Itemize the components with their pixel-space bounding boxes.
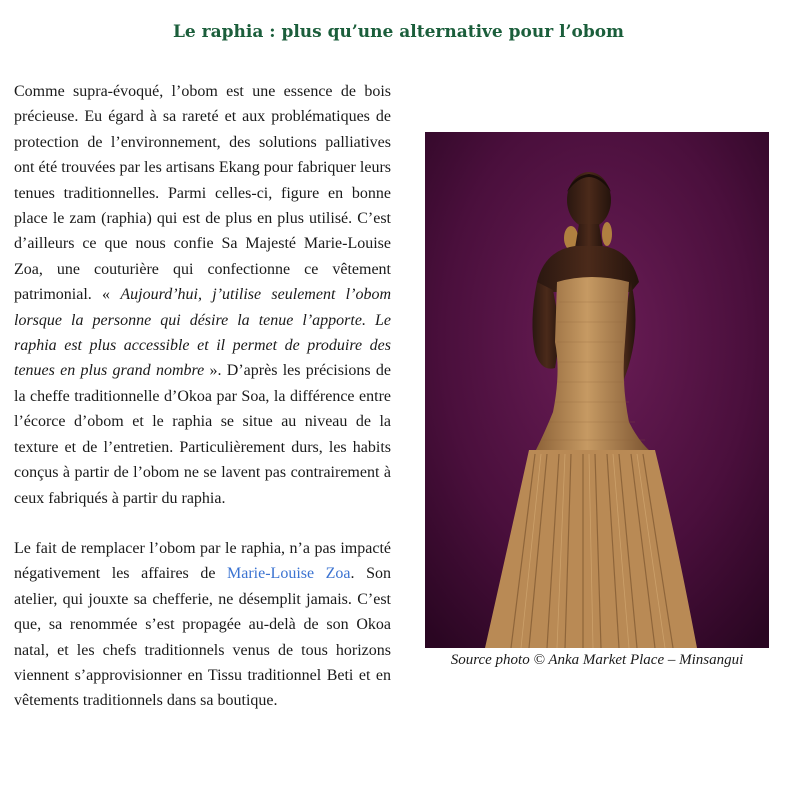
photo-caption: Source photo © Anka Market Place – Minsangui xyxy=(450,652,744,668)
paragraph-1 xyxy=(14,79,391,511)
quote-open: « xyxy=(102,286,121,304)
article-heading: Le raphia : plus qu’une alternative pour l’obom xyxy=(172,22,625,42)
article-body xyxy=(14,79,391,714)
paragraph-2-after-link: . Son atelier, qui jouxte sa chefferie, ne désemplit jamais. C’est que, sa renommée s’est propagée au-delà de son Okoa natal, et les chefs traditionnels venus de tous horizons viennent s’approvisionner en Tissu traditionnel Beti et en vêtements traditionnels dans sa boutique. xyxy=(14,565,392,710)
right-earring xyxy=(602,222,612,246)
head-shape xyxy=(567,172,611,228)
paragraph-1-intro: Comme supra-évoqué, l’obom est une essence de bois précieuse. Eu égard à sa rareté et aux problématiques de protection de l’environnement, des solutions palliatives ont été trouvées par les artisans Ekang pour fabriquer leurs tenues traditionnelles. Parmi celles-ci, figure en bonne place le zam (raphia) qui est de plus en plus utilisé. C’est d’ailleurs ce que nous confie Sa Majesté Marie-Louise Zoa, une couturière qui confectionne ce vêtement patrimonial. xyxy=(14,83,391,304)
marie-louise-zoa-link[interactable]: Marie-Louise Zoa xyxy=(227,565,351,583)
raphia-dress-photo-illustration xyxy=(425,132,769,648)
quote-close: ». xyxy=(204,362,227,380)
paragraph-1-rest: D’après les précisions de la cheffe traditionnelle d’Okoa par Soa, la différence entre l’écorce d’obom et le raphia se situe au niveau de la texture et de l’entretien. Particulièrement durs, les habits conçus à partir de l’obom ne se lavent pas contrairement à ceux fabriqués à partir du raphia. xyxy=(14,362,392,507)
paragraph-2 xyxy=(14,536,391,714)
paragraph-2-before-link: Le fait de remplacer l’obom par le raphia, n’a pas impacté négativement les affaires de xyxy=(14,539,391,583)
quote-text: Aujourd’hui, j’utilise seulement l’obom lorsque la personne qui désire la tenue l’apporte. Le raphia est plus accessible et il permet de produire des tenues en plus grand nombre xyxy=(14,286,392,380)
model-photo xyxy=(425,132,769,648)
